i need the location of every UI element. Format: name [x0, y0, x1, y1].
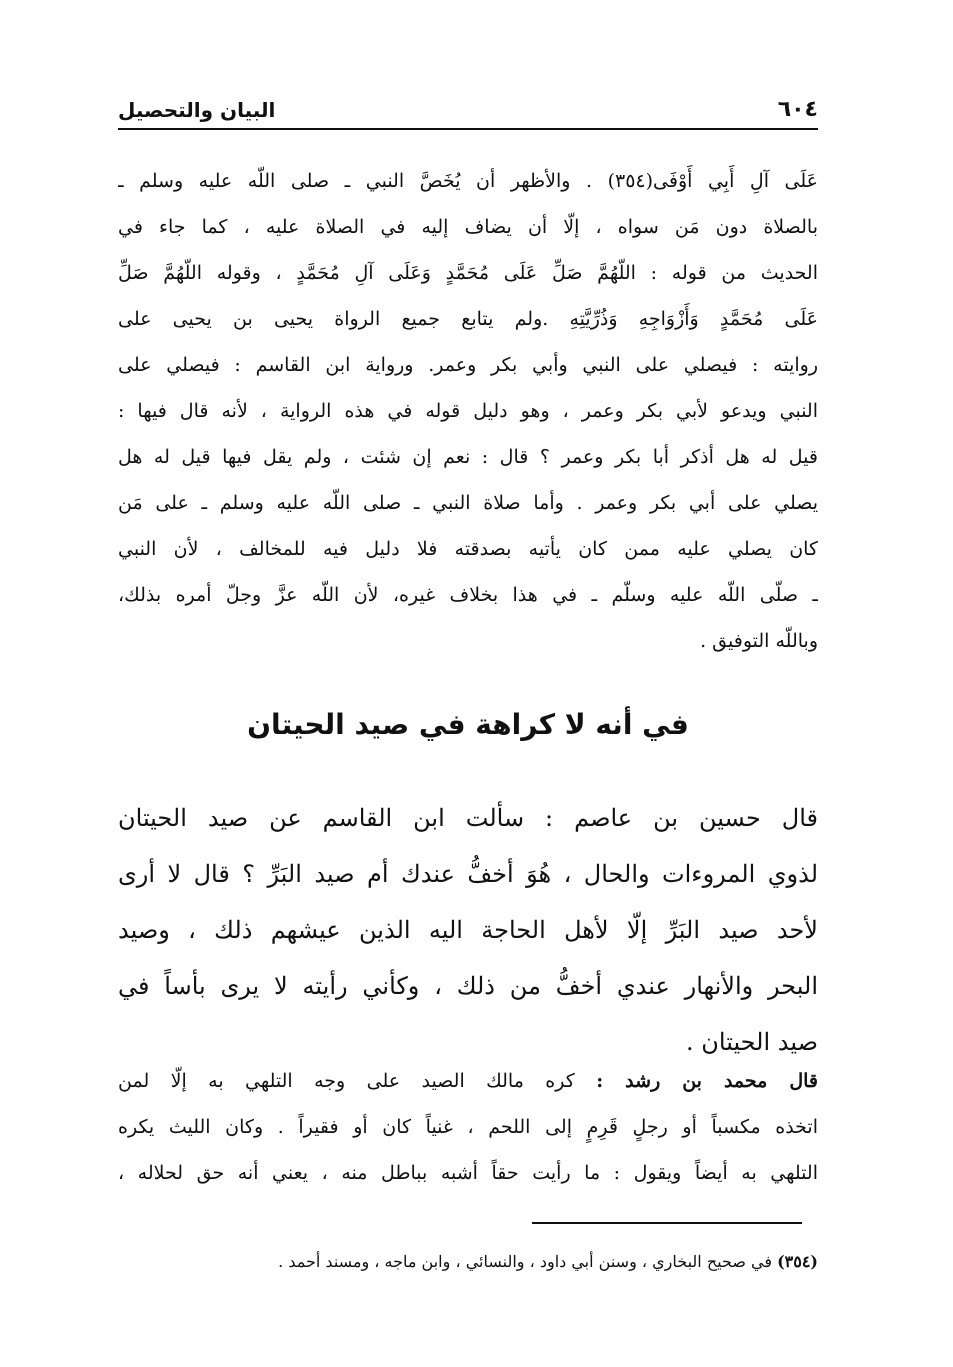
- paragraph-line: وباللّه التوفيق .: [700, 630, 818, 652]
- paragraph-line: روايته : فيصلي على النبي وأبي بكر وعمر. ورواية ابن القاسم : فيصلي على: [118, 354, 818, 376]
- paragraph-line: ـ صلّى اللّه عليه وسلّم ـ في هذا بخلاف غيره، لأن اللّه عزَّ وجلّ أمره بذلك،: [118, 584, 818, 606]
- footnote-text: في صحيح البخاري ، وسنن أبي داود ، والنسائي ، وابن ماجه ، ومسند أحمد .: [278, 1252, 778, 1271]
- paragraph-2: [118, 790, 818, 1070]
- paragraph-line: صيد الحيتان .: [686, 1028, 818, 1056]
- paragraph-line: البحر والأنهار عندي أخفُّ من ذلك ، وكأني رأيته لا يرى بأساً في: [118, 972, 818, 1000]
- paragraph-line: التلهي به أيضاً ويقول : ما رأيت حقاً أشبه بباطل منه ، يعني أنه حق لحلاله ،: [118, 1162, 818, 1184]
- paragraph-line: عَلَى مُحَمَّدٍ وَأَزْوَاجِهِ وَذُرِّيَّتِهِ .ولم يتابع جميع الرواة يحيى بن يحيى على: [118, 308, 818, 330]
- page-header: [118, 88, 818, 122]
- paragraph-line: لأحد صيد البَرِّ إلّا لأهل الحاجة اليه الذين عيشهم ذلك ، وصيد: [118, 916, 818, 944]
- header-rule: [118, 128, 818, 130]
- paragraph-1: [118, 158, 818, 664]
- paragraph-line: بالصلاة دون مَن سواه ، إلّا أن يضاف إليه في الصلاة عليه ، كما جاء في: [118, 216, 818, 238]
- paragraph-line: [118, 1058, 818, 1104]
- footnote: [118, 1244, 818, 1280]
- paragraph-line: يصلي على أبي بكر وعمر . وأما صلاة النبي ـ صلى اللّه عليه وسلم ـ على مَن: [118, 492, 818, 514]
- paragraph-line: النبي ويدعو لأبي بكر وعمر ، وهو دليل قوله في هذه الرواية ، لأنه قال فيها :: [118, 400, 818, 422]
- commentary-lead: قال محمد بن رشد :: [596, 1070, 818, 1092]
- footnote-number: (٣٥٤): [777, 1252, 818, 1271]
- paragraph-line: كان يصلي عليه ممن كان يأتيه بصدقته فلا دليل فيه للمخالف ، لأن النبي: [118, 538, 818, 560]
- paragraph-line-text: كره مالك الصيد على وجه التلهي به إلّا لمن: [118, 1070, 597, 1092]
- paragraph-line: لذوي المروءات والحال ، هُوَ أخفُّ عندك أم صيد البَرِّ ؟ قال لا أرى: [118, 860, 818, 888]
- running-title: البيان والتحصيل: [118, 98, 276, 122]
- paragraph-3: [118, 1058, 818, 1196]
- footnote-rule: [532, 1222, 802, 1224]
- paragraph-line: قال حسين بن عاصم : سألت ابن القاسم عن صيد الحيتان: [118, 804, 818, 832]
- paragraph-line: الحديث من قوله : اللّهُمَّ صَلِّ عَلَى مُحَمَّدٍ وَعَلَى آلِ مُحَمَّدٍ ، وقوله اللّهُمَّ صَلِّ: [118, 262, 818, 284]
- section-title: في أنه لا كراهة في صيد الحيتان: [247, 708, 689, 741]
- page-number: ٦٠٤: [777, 97, 818, 122]
- paragraph-line: اتخذه مكسباً أو رجلٍ قَرِمٍ إلى اللحم ، غنياً كان أو فقيراً . وكان الليث يكره: [118, 1116, 818, 1138]
- paragraph-line: عَلَى آلِ أَبِي أَوْفَى(٣٥٤) . والأظهر أن يُخَصَّ النبي ـ صلى اللّه عليه وسلم ـ: [118, 170, 818, 192]
- paragraph-line: قيل له هل أذكر أبا بكر وعمر ؟ قال : نعم إن شئت ، ولم يقل فيها قيل له هل: [118, 446, 818, 468]
